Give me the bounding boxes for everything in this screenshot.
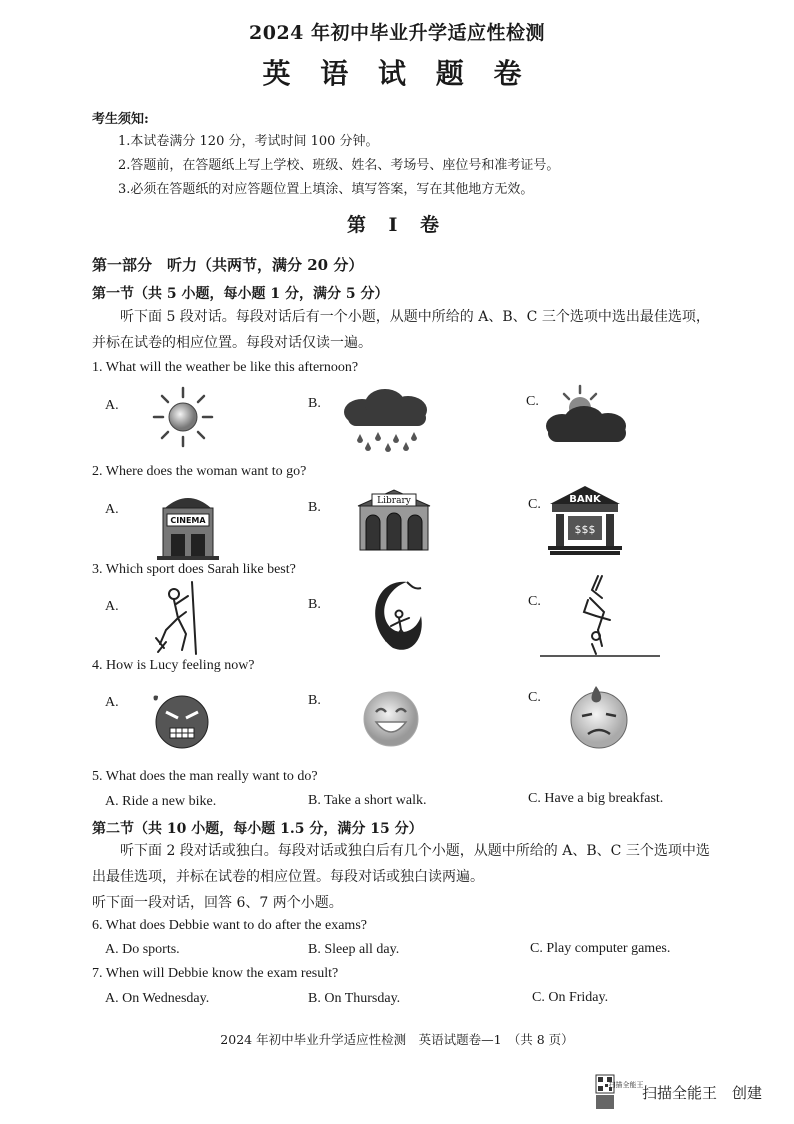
notice-item: 1.本试卷满分 120 分，考试时间 100 分钟。 (118, 134, 379, 149)
sad-sweat-face-icon (568, 684, 630, 750)
option-b: B. (308, 693, 321, 708)
option-c: C. (526, 394, 539, 409)
volume-heading: 第 I 卷 (346, 214, 448, 236)
instruction-line: 并标在试卷的相应位置。每段对话仅读一遍。 (92, 335, 372, 351)
option-a: A. (105, 398, 119, 413)
climbing-icon (152, 582, 214, 654)
instruction-line: 听下面一段对话，回答 6、7 两个小题。 (92, 895, 343, 911)
question-7: 7. When will Debbie know the exam result? (92, 966, 339, 981)
library-sign: Library (377, 496, 411, 506)
sun-icon (152, 386, 214, 448)
option-b: B. Sleep all day. (308, 942, 400, 957)
bank-sign: BANK (569, 494, 601, 505)
notice-heading: 考生须知: (92, 112, 149, 127)
angry-face-icon (148, 692, 212, 750)
breakdance-icon (540, 572, 660, 660)
cinema-sign: CINEMA (170, 516, 206, 525)
option-c: C. Have a big breakfast. (528, 791, 664, 806)
option-a: A. On Wednesday. (105, 991, 210, 1006)
section-instructions (92, 304, 782, 356)
scanner-watermark-label: 扫描全能王 创建 (642, 1084, 763, 1102)
option-b: B. Take a short walk. (308, 793, 427, 808)
section-instructions (92, 838, 782, 916)
instruction-line: 出最佳选项，并标在试卷的相应位置。每段对话或独白读两遍。 (92, 869, 484, 885)
bank-money-sign: $$$ (574, 523, 596, 536)
question-3: 3. Which sport does Sarah like best? (92, 562, 296, 577)
option-b: B. (308, 396, 321, 411)
happy-face-icon (362, 690, 420, 748)
cinema-icon (157, 488, 219, 560)
option-b: B. (308, 500, 321, 515)
scanner-logo (596, 1075, 644, 1111)
notice-item: 3.必须在答题纸的对应答题位置上填涂、填写答案，写在其他地方无效。 (118, 182, 534, 197)
option-b: B. (308, 597, 321, 612)
surfing-icon (363, 576, 427, 656)
question-5: 5. What does the man really want to do? (92, 769, 318, 784)
bank-icon (548, 484, 622, 556)
question-4: 4. How is Lucy feeling now? (92, 658, 255, 673)
option-c: C. (528, 690, 541, 705)
page-footer: 2024 年初中毕业升学适应性检测 英语试题卷—1 （共 8 页） (220, 1032, 574, 1047)
section-heading: 第一节（共 5 小题，每小题 1 分，满分 5 分） (92, 286, 389, 302)
notice-item: 2.答题前，在答题纸上写上学校、班级、姓名、考场号、座位号和准考证号。 (118, 158, 560, 173)
option-b: B. On Thursday. (308, 991, 401, 1006)
option-a: A. (105, 599, 119, 614)
question-1: 1. What will the weather be like this afternoon? (92, 360, 359, 375)
cloudy-sun-icon (540, 382, 632, 448)
option-a: A. Ride a new bike. (105, 794, 217, 809)
scanner-logo-text: 扫描全能王 (608, 1081, 644, 1089)
option-a: A. Do sports. (105, 942, 180, 957)
question-6: 6. What does Debbie want to do after the exams? (92, 918, 367, 933)
rain-cloud-icon (340, 388, 432, 452)
exam-subject-title: 英 语 试 题 卷 (262, 57, 532, 90)
library-icon (356, 488, 432, 552)
option-a: A. (105, 695, 119, 710)
option-a: A. (105, 502, 119, 517)
option-c: C. Play computer games. (530, 941, 671, 956)
option-c: C. On Friday. (532, 990, 609, 1005)
exam-title: 2024 年初中毕业升学适应性检测 (249, 22, 545, 44)
instruction-line: 听下面 5 段对话。每段对话后有一个小题，从题中所给的 A、B、C 三个选项中选出最佳选项， (120, 309, 710, 325)
option-c: C. (528, 497, 541, 512)
option-c: C. (528, 594, 541, 609)
instruction-line: 听下面 2 段对话或独白。每段对话或独白后有几个小题，从题中所给的 A、B、C 三个选项中选 (120, 843, 710, 859)
section-heading: 第二节（共 10 小题，每小题 1.5 分，满分 15 分） (92, 821, 423, 837)
question-2: 2. Where does the woman want to go? (92, 464, 307, 479)
part-heading: 第一部分 听力（共两节，满分 20 分） (92, 256, 364, 274)
